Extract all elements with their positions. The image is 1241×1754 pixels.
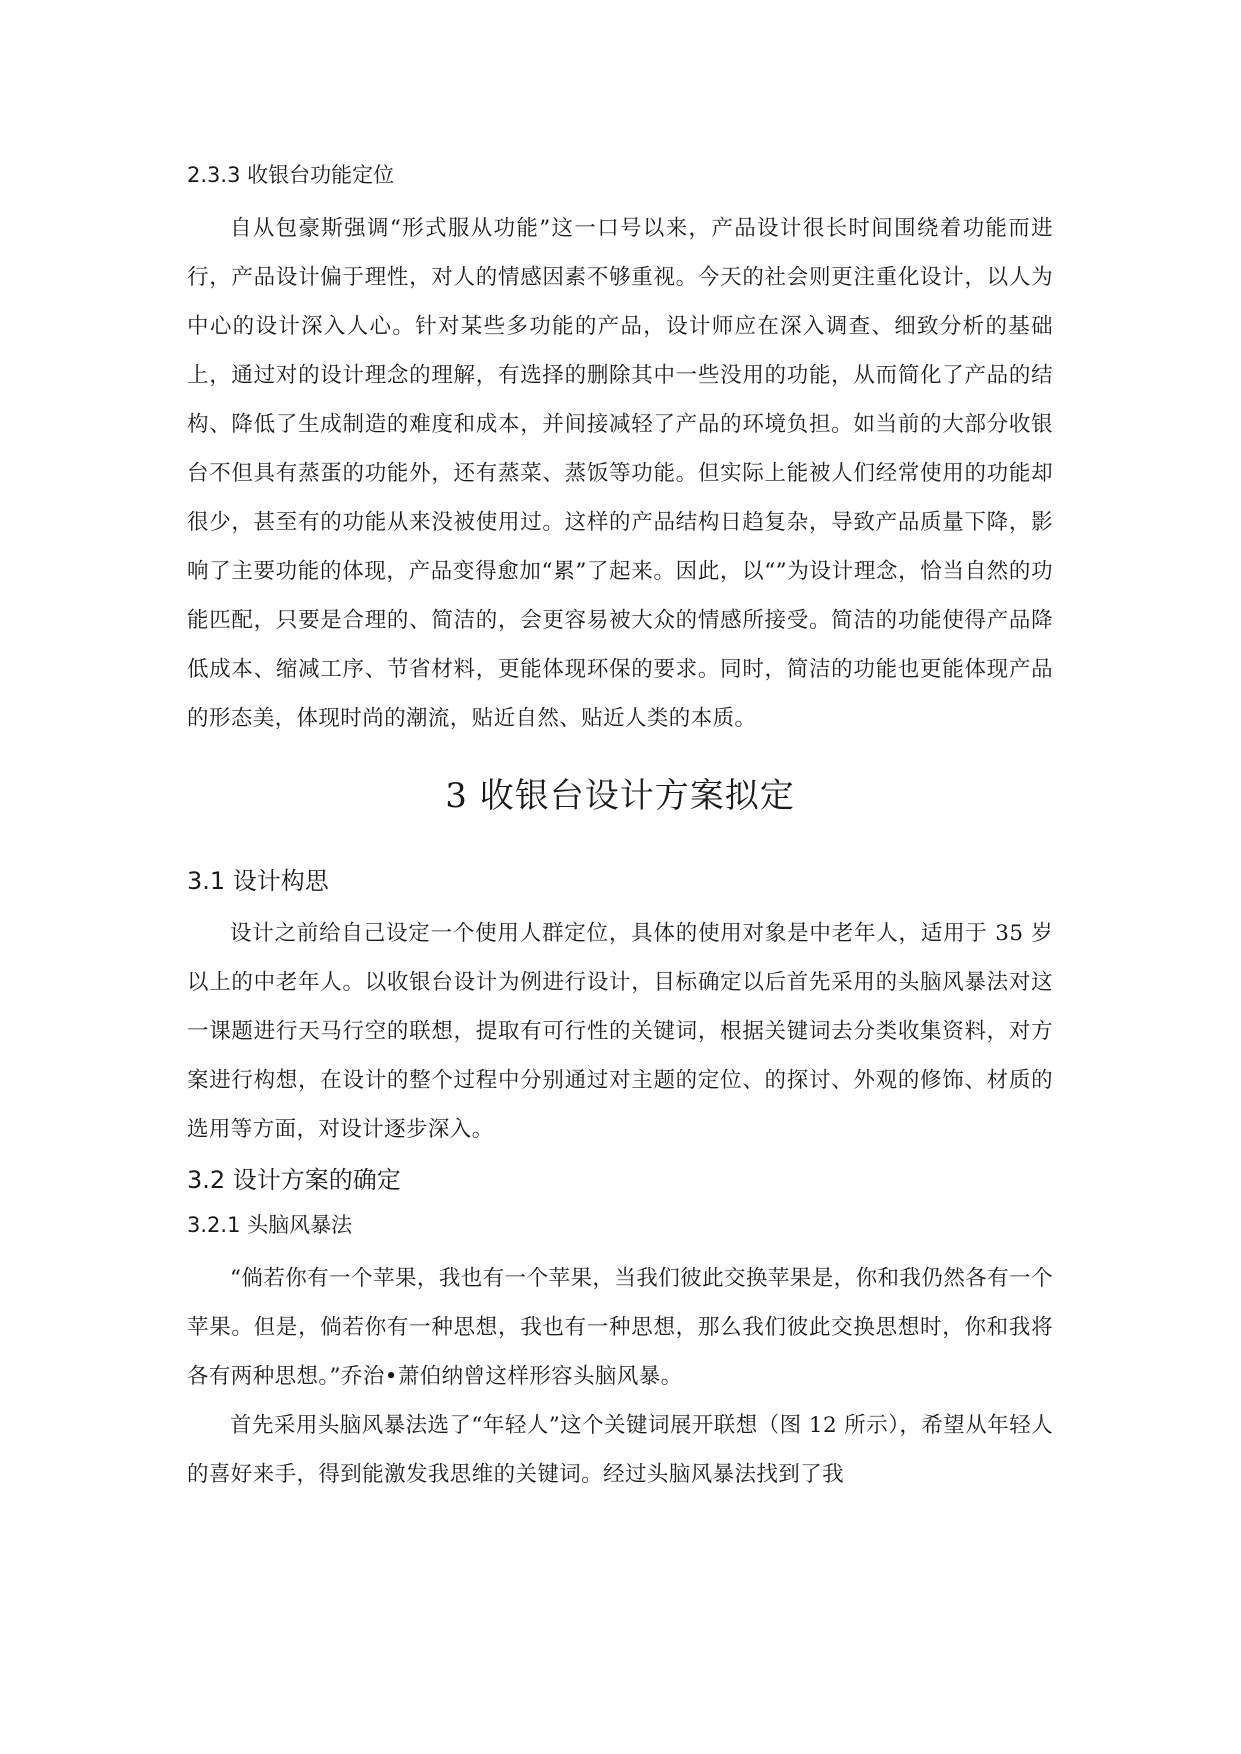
chapter-3-title: 3 收银台设计方案拟定: [445, 776, 795, 816]
section-2-3-3-paragraph: 自从包豪斯强调“形式服从功能”这一口号以来，产品设计很长时间围绕着功能而进行，产品设计偏于理性，对人的情感因素不够重视。今天的社会则更注重化设计，以人为中心的设计深入人心。针对某些多功能的产品，设计师应在深入调查、细致分析的基础上，通过对的设计理念的理解，有选择的删除其中一些没用的功能，从而简化了产品的结构、降低了生成制造的难度和成本，并间接减轻了产品的环境负担。如当前的大部分收银台不但具有蒸蛋的功能外，还有蒸菜、蒸饭等功能。但实际上能被人们经常使用的功能却很少，甚至有的功能从来没被使用过。这样的产品结构日趋复杂，导致产品质量下降，影响了主要功能的体现，产品变得愈加“累”了起来。因此，以“”为设计理念，恰当自然的功能匹配，只要是合理的、简洁的，会更容易被大众的情感所接受。简洁的功能使得产品降低成本、缩减工序、节省材料，更能体现环保的要求。同时，简洁的功能也更能体现产品的形态美，体现时尚的潮流，贴近自然、贴近人类的本质。: [187, 216, 1053, 731]
page-content: [187, 158, 1053, 1499]
spacer: [187, 1154, 1053, 1162]
section-2-3-3-heading: 2.3.3 收银台功能定位: [187, 163, 395, 187]
section-3-2-heading: 3.2 设计方案的确定: [187, 1166, 401, 1194]
section-3-1-heading: 3.1 设计构思: [187, 867, 329, 895]
section-3-2-1-heading: 3.2.1 头脑风暴法: [187, 1213, 353, 1237]
section-3-2-1-quote-paragraph: “倘若你有一个苹果，我也有一个苹果，当我们彼此交换苹果是，你和我仍然各有一个苹果。但是，倘若你有一种思想，我也有一种思想，那么我们彼此交换思想时，你和我将各有两种思想。”乔治•萧伯纳曾这样形容头脑风暴。: [187, 1266, 1053, 1389]
section-3-1-paragraph: 设计之前给自己设定一个使用人群定位，具体的使用对象是中老年人，适用于 35 岁以上的中老年人。以收银台设计为例进行设计，目标确定以后首先采用的头脑风暴法对这一课题进行天马行空的联想，提取有可行性的关键词，根据关键词去分类收集资料，对方案进行构想，在设计的整个过程中分别通过对主题的定位、的探讨、外观的修饰、材质的选用等方面，对设计逐步深入。: [187, 921, 1053, 1142]
section-3-2-1-paragraph: 首先采用头脑风暴法选了“年轻人”这个关键词展开联想（图 12 所示），希望从年轻人的喜好来手，得到能激发我思维的关键词。经过头脑风暴法找到了我: [187, 1413, 1053, 1487]
